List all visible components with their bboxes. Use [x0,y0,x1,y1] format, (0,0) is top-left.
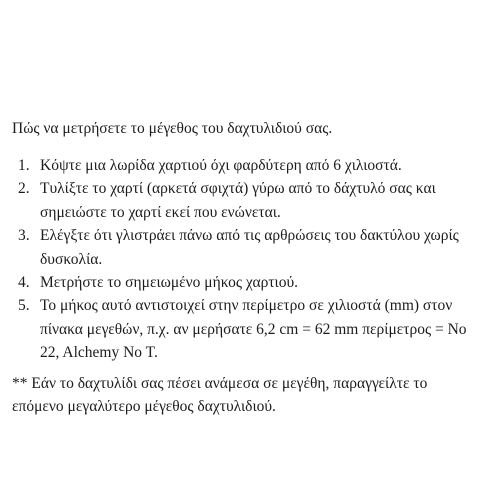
step-number: 4. [18,274,30,292]
step-text: Κόψτε μια λωρίδα χαρτιού όχι φαρδύτερη από 6 χιλιοστά. [40,157,402,174]
step-number: 5. [18,297,30,315]
step-text: Μετρήστε το σημειωμένο μήκος χαρτιού. [40,274,299,292]
list-item-step-3 [0,224,500,271]
step-text: Το μήκος αυτό αντιστοιχεί στην περίμετρο σε χιλιοστά (mm) στον πίνακα μεγεθών, π.χ. αν μερήσατε 6,2 cm = 62 mm περίμετρος = No 22, Alchemy No T. [40,297,467,362]
footnote: ** Εάν το δαχτυλίδι σας πέσει ανάμεσα σε μεγέθη, παραγγείλτε το επόμενο μεγαλύτερο μέγεθος δαχτυλιδιού. [12,375,428,416]
step-number: 1. [18,157,30,174]
instruction-list [0,154,500,365]
list-item-step-5 [0,294,500,364]
list-item-step-4 [0,271,500,294]
step-text: Τυλίξτε το χαρτί (αρκετά σφιχτά) γύρω από το δάχτυλό σας και σημειώστε το χαρτί εκεί που ενώνεται. [40,180,436,221]
step-number: 2. [18,180,30,198]
list-item-step-2 [0,177,500,224]
step-number: 3. [18,227,30,245]
step-text: Ελέγξτε ότι γλιστράει πάνω από τις αρθρώσεις του δακτύλου χωρίς δυσκολία. [40,227,459,268]
intro-heading: Πώς να μετρήσετε το μέγεθος του δαχτυλιδιού σας. [12,120,333,137]
list-item-step-1 [0,154,500,177]
